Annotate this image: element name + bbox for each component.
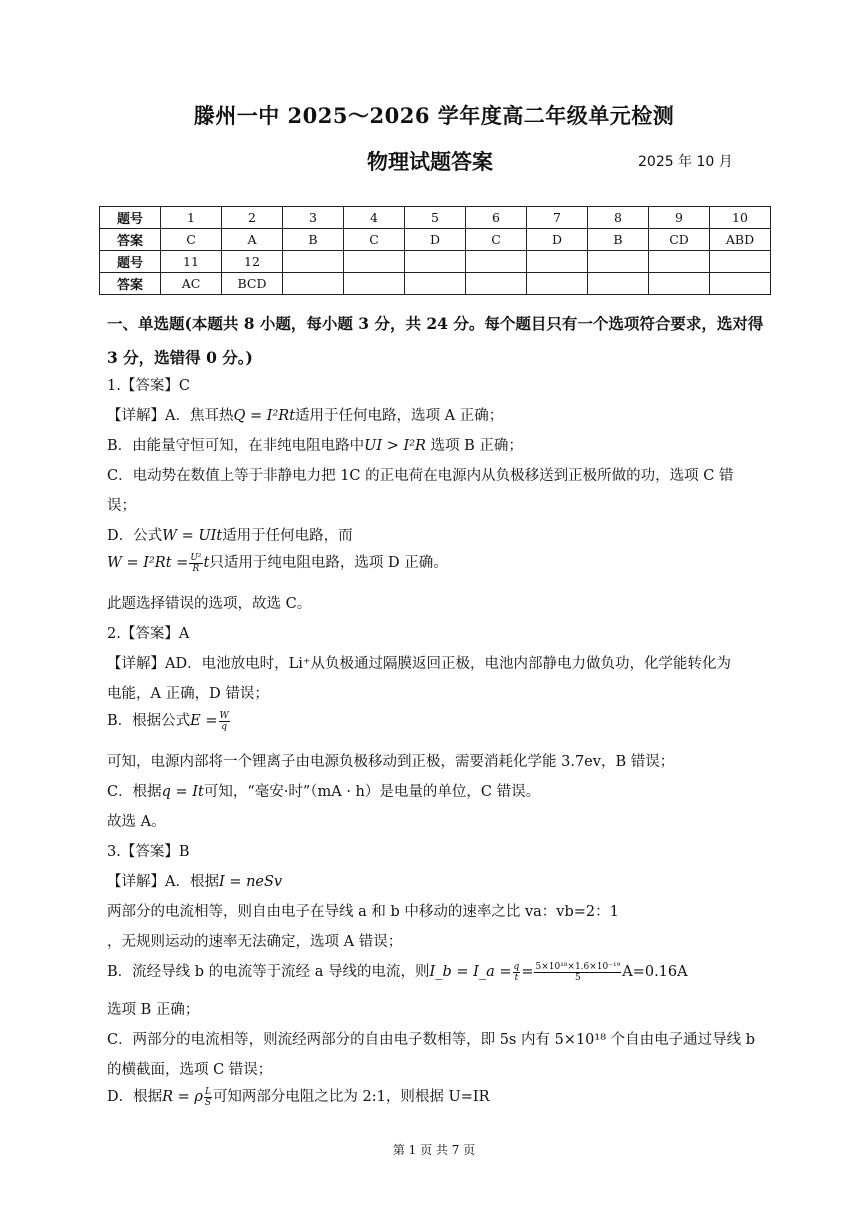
- answer-cell: [710, 273, 771, 295]
- q2-line-ad: 【详解】AD．电池放电时，Li⁺从负极通过隔膜返回正极，电池内部静电力做负功，化学能转化为: [107, 656, 732, 672]
- q3-line-a-cont: 两部分的电流相等，则自由电子在导线 a 和 b 中移动的速率之比 va：vb=2：1: [107, 904, 619, 920]
- answer-cell: C: [466, 229, 527, 251]
- q1-line-d: D．公式W = UIt适用于任何电路，而: [107, 528, 353, 544]
- question-number: [405, 251, 466, 273]
- page-footer: 第 1 页 共 7 页: [392, 1143, 476, 1157]
- q1-line-d-formula: W = I²Rt = $\frac{\text{U²}}{R}$ t只适用于纯电阻电路，选项 D 正确。: [107, 552, 448, 574]
- answer-cell: ABD: [710, 229, 771, 251]
- q2-line-c: C．根据q = It可知，“毫安·时”（mA · h）是电量的单位，C 错误。: [107, 784, 541, 800]
- row-label-question: 题号: [100, 251, 161, 273]
- q2-line-b-cont: 可知，电源内部将一个锂离子由电源负极移动到正极，需要消耗化学能 3.7ev，B 错误；: [107, 754, 675, 770]
- q1-line-c: C．电动势在数值上等于非静电力把 1C 的正电荷在电源内从负极移送到正极所做的功，选项 C 错: [107, 468, 734, 484]
- answer-cell: [527, 273, 588, 295]
- question-number: 10: [710, 207, 771, 229]
- q1-line-b: B．由能量守恒可知，在非纯电阻电路中UI > I²R 选项 B 正确；: [107, 438, 523, 454]
- answer-cell: [466, 273, 527, 295]
- row-label-answer: 答案: [100, 273, 161, 295]
- question-number: 9: [649, 207, 710, 229]
- q1-answer: 1.【答案】C: [107, 378, 190, 394]
- answer-cell: B: [283, 229, 344, 251]
- q3-answer: 3.【答案】B: [107, 844, 190, 860]
- q3-line-b: B．流经导线 b 的电流等于流经 a 导线的电流，则I_b = I_a = $\frac{q}{t}$ = $\frac{\text{5×10¹⁸×1.6×10⁻¹⁹}}{5}$ A=0.16A: [107, 961, 688, 983]
- answer-table: [99, 206, 771, 295]
- question-number: 12: [222, 251, 283, 273]
- answer-cell: [588, 273, 649, 295]
- q1-line-a: 【详解】A．焦耳热Q = I²Rt适用于任何电路，选项 A 正确；: [107, 408, 504, 424]
- table-row-numbers-2: [100, 251, 771, 273]
- question-number: [649, 251, 710, 273]
- fraction: $\frac{L}{S}$: [204, 1086, 212, 1108]
- question-number: 8: [588, 207, 649, 229]
- answer-cell: D: [405, 229, 466, 251]
- q1-line-c-cont: 误；: [107, 498, 136, 514]
- table-row-answers-2: [100, 273, 771, 295]
- q1-conclusion: 此题选择错误的选项，故选 C。: [107, 596, 312, 612]
- question-number: [283, 251, 344, 273]
- question-number: [527, 251, 588, 273]
- table-row-numbers-1: [100, 207, 771, 229]
- question-number: 5: [405, 207, 466, 229]
- question-number: [344, 251, 405, 273]
- question-number: 2: [222, 207, 283, 229]
- exam-subtitle: 物理试题答案: [367, 149, 493, 174]
- fraction: $\frac{\text{5×10¹⁸×1.6×10⁻¹⁹}}{5}$: [535, 961, 621, 983]
- question-number: 6: [466, 207, 527, 229]
- fraction: $\frac{\text{U²}}{R}$: [190, 552, 202, 574]
- fraction: $\frac{W}{q}$: [219, 710, 229, 732]
- q2-conclusion: 故选 A。: [107, 814, 166, 830]
- answer-cell: D: [527, 229, 588, 251]
- answer-cell: CD: [649, 229, 710, 251]
- q2-line-ad-cont: 电能，A 正确，D 错误；: [107, 686, 269, 702]
- answer-cell: [283, 273, 344, 295]
- answer-cell: B: [588, 229, 649, 251]
- answer-cell: C: [161, 229, 222, 251]
- q3-line-c-cont: 的横截面，选项 C 错误；: [107, 1062, 273, 1078]
- answer-cell: AC: [161, 273, 222, 295]
- answer-cell: C: [344, 229, 405, 251]
- q3-line-a-cont2: ，无规则运动的速率无法确定，选项 A 错误；: [107, 934, 403, 950]
- question-number: 1: [161, 207, 222, 229]
- q2-answer: 2.【答案】A: [107, 626, 190, 642]
- fraction: $\frac{q}{t}$: [513, 961, 520, 983]
- q3-line-d: D．根据R = ρ $\frac{L}{S}$ 可知两部分电阻之比为 2:1，则根据 U=IR: [107, 1086, 490, 1108]
- question-number: 3: [283, 207, 344, 229]
- exam-date: 2025 年 10 月: [638, 154, 733, 170]
- section-heading: 一、单选题(本题共 8 小题，每小题 3 分，共 24 分。每个题目只有一个选项符合要求，选对得 3 分，选错得 0 分。): [107, 314, 764, 367]
- answer-cell: [344, 273, 405, 295]
- answer-cell: A: [222, 229, 283, 251]
- row-label-answer: 答案: [100, 229, 161, 251]
- question-number: [710, 251, 771, 273]
- q3-line-a: 【详解】A．根据I = neSv: [107, 874, 283, 890]
- exam-title: 滕州一中 2025～2026 学年度高二年级单元检测: [193, 103, 675, 128]
- question-number: 4: [344, 207, 405, 229]
- q3-line-b-cont: 选项 B 正确；: [107, 1002, 200, 1018]
- answer-cell: BCD: [222, 273, 283, 295]
- question-number: [588, 251, 649, 273]
- row-label-question: 题号: [100, 207, 161, 229]
- q2-line-b: B．根据公式E = $\frac{W}{q}$: [107, 710, 229, 732]
- question-number: 7: [527, 207, 588, 229]
- question-number: 11: [161, 251, 222, 273]
- table-row-answers-1: [100, 229, 771, 251]
- question-number: [466, 251, 527, 273]
- q3-line-c: C．两部分的电流相等，则流经两部分的自由电子数相等，即 5s 内有 5×10¹⁸ 个自由电子通过导线 b: [107, 1032, 756, 1048]
- answer-cell: [649, 273, 710, 295]
- answer-cell: [405, 273, 466, 295]
